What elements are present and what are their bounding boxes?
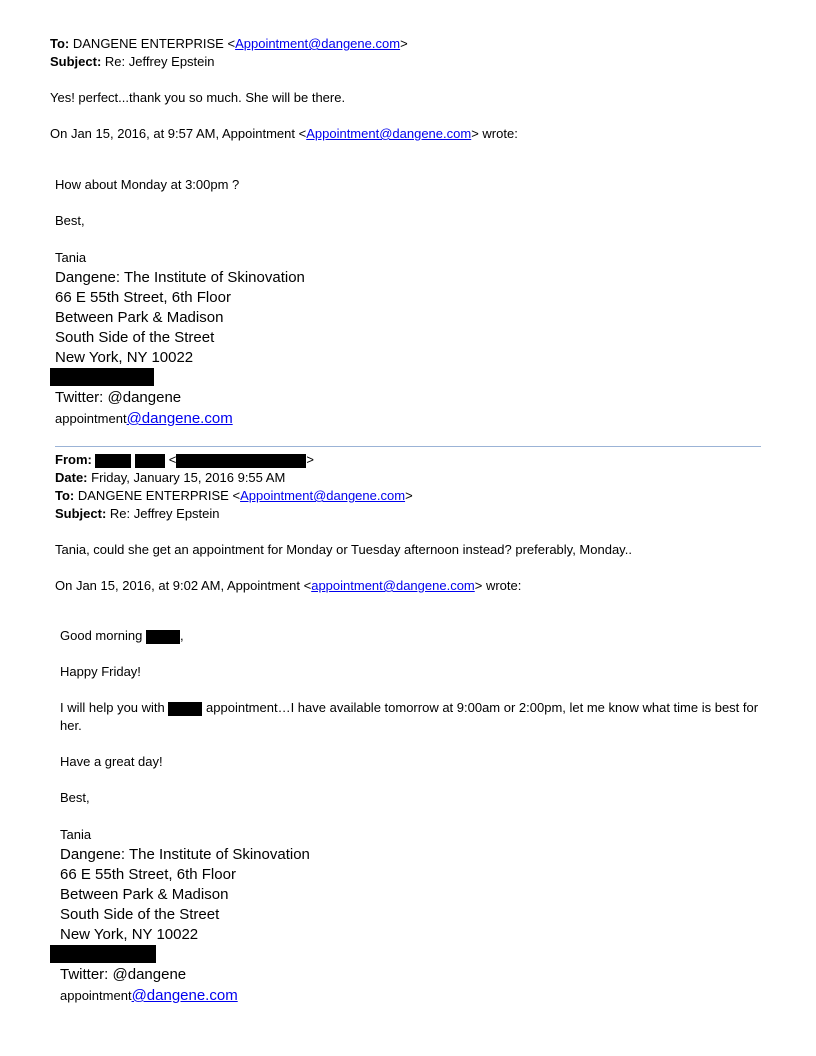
quote1-sig-org: Dangene: The Institute of Skinovation <box>55 269 305 286</box>
fwd-date-line <box>55 470 285 486</box>
subject-text: Re: Jeffrey Epstein <box>104 54 215 69</box>
quote2-redaction <box>50 945 156 963</box>
quote1-intro-prefix: On Jan 15, 2016, at 9:57 AM, Appointment < <box>50 126 307 141</box>
fwd-subject-line <box>55 506 220 522</box>
quote1-sig-email <box>55 410 233 428</box>
quote1-closing: Best, <box>55 213 85 228</box>
quote2-intro <box>55 578 521 594</box>
quote2-line4: Have a great day! <box>60 754 163 769</box>
quote2-sig-email-prefix: appointment <box>60 988 132 1003</box>
quote2-sig-address2: Between Park & Madison <box>60 886 229 903</box>
fwd-to-email-link[interactable]: Appointment@dangene.com <box>240 488 406 503</box>
quote1-sig-city: New York, NY 10022 <box>55 349 194 366</box>
reply-body: Yes! perfect...thank you so much. She will be there. <box>50 90 346 105</box>
quote2-line3-redaction <box>168 702 202 716</box>
fwd-from-redaction-2 <box>135 454 165 468</box>
quote1-redaction <box>50 368 154 386</box>
quote1-intro-email-link[interactable]: Appointment@dangene.com <box>306 126 472 141</box>
quote2-greeting <box>60 628 184 644</box>
fwd-from-redaction-1 <box>95 454 131 468</box>
quote2-sig-org: Dangene: The Institute of Skinovation <box>60 846 310 863</box>
quote1-sig-email-link[interactable]: @dangene.com <box>126 410 233 427</box>
quote2-intro-prefix: On Jan 15, 2016, at 9:02 AM, Appointment < <box>55 578 312 593</box>
subject-label: Subject: <box>50 54 102 69</box>
quote2-closing: Best, <box>60 790 90 805</box>
fwd-subject-label: Subject: <box>55 506 107 521</box>
quote1-sig-address3: South Side of the Street <box>55 329 215 346</box>
quote2-sig-address3: South Side of the Street <box>60 906 220 923</box>
quote1-sig-address2: Between Park & Madison <box>55 309 224 326</box>
to-name: DANGENE ENTERPRISE <box>72 36 224 51</box>
quote2-line2: Happy Friday! <box>60 664 141 679</box>
to-email-link[interactable]: Appointment@dangene.com <box>235 36 401 51</box>
quote2-line3-prefix: I will help you with <box>60 700 165 715</box>
quote1-sig-name: Tania <box>55 250 87 265</box>
quote1-intro-suffix: > wrote: <box>471 126 518 141</box>
fwd-to-label: To: <box>55 488 75 503</box>
fwd-from-line: From: < > <box>55 452 314 467</box>
quote1-body: How about Monday at 3:00pm ? <box>55 177 240 192</box>
quote1-intro <box>50 126 518 142</box>
quote2-intro-suffix: > wrote: <box>474 578 522 593</box>
quote2-line3-suffix: appointment…I have available tomorrow at 9:00am or 2:00pm, let me know what time is best for her. <box>60 700 759 733</box>
quote1-sig-email-prefix: appointment <box>55 411 127 426</box>
fwd-to-name: DANGENE ENTERPRISE <box>77 488 229 503</box>
fwd-body: Tania, could she get an appointment for Monday or Tuesday afternoon instead? preferably, Monday.. <box>55 542 632 557</box>
fwd-from-label: From: <box>55 452 92 467</box>
header-subject-line <box>50 54 215 70</box>
quote2-sig-name: Tania <box>60 827 92 842</box>
quote2-greeting-redaction <box>146 630 180 644</box>
fwd-date: Friday, January 15, 2016 9:55 AM <box>91 470 286 485</box>
quote2-sig-twitter: Twitter: @dangene <box>60 966 187 983</box>
fwd-date-label: Date: <box>55 470 88 485</box>
quote2-sig-address1: 66 E 55th Street, 6th Floor <box>60 866 236 883</box>
fwd-to-line: To: DANGENE ENTERPRISE <Appointment@dangene.com> <box>55 488 413 503</box>
quote2-intro-email-link[interactable]: appointment@dangene.com <box>311 578 475 593</box>
quote2-greeting-text: Good morning <box>60 628 143 643</box>
fwd-subject: Re: Jeffrey Epstein <box>109 506 220 521</box>
quote2-greeting-end: , <box>180 628 184 643</box>
quote1-sig-address1: 66 E 55th Street, 6th Floor <box>55 289 231 306</box>
quote2-sig-city: New York, NY 10022 <box>60 926 199 943</box>
quote2-line3 <box>60 699 760 735</box>
quote2-sig-email-link[interactable]: @dangene.com <box>131 987 238 1004</box>
quote1-sig-twitter: Twitter: @dangene <box>55 389 182 406</box>
fwd-from-redaction-3 <box>176 454 306 468</box>
header-to-line: To: DANGENE ENTERPRISE <Appointment@dangene.com> <box>50 36 408 51</box>
to-label: To: <box>50 36 70 51</box>
separator-rule <box>55 446 761 447</box>
quote2-sig-email <box>60 987 238 1005</box>
